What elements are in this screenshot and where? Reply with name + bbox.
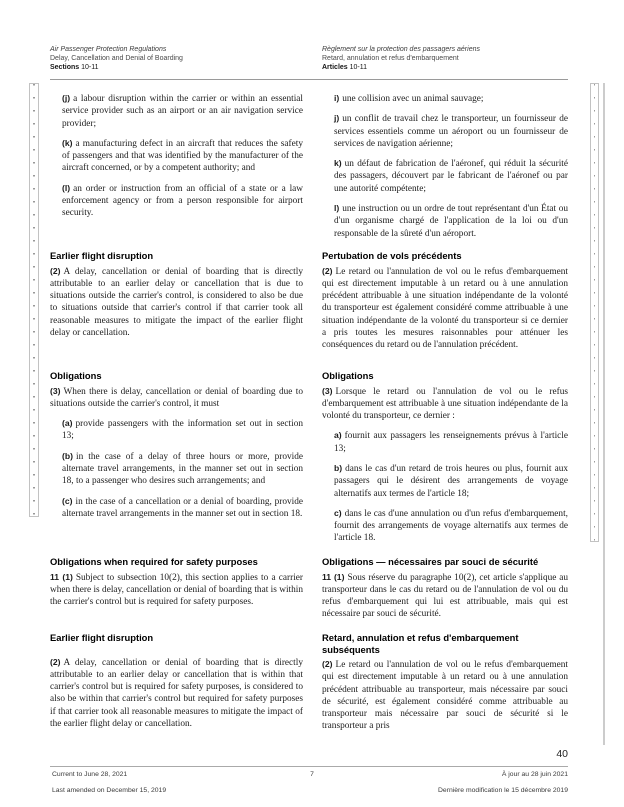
- list-item: [62, 92, 303, 130]
- column-french: [322, 370, 568, 552]
- paragraph-marker: 11 (1): [50, 571, 73, 582]
- item-marker: k): [334, 158, 342, 169]
- header-en-sections-range: 10-11: [81, 64, 99, 71]
- paragraph-text: Le retard ou l'annulation de vol ou le refus d'embarquement qui est directement imputable à un retard ou à une annulation précédent attribuable à une situation indépendante de la volonté du transporteur est également considéré comme attribuable à une situation indépendante de la volonté du transporteur si ce dernier a pris toutes les mesures raisonnables pour atténuer les conséquences du retard ou de l'annulation précédent.: [322, 266, 568, 351]
- section-heading: Retard, annulation et refus d'embarquement subséquents: [322, 632, 519, 655]
- column-french: [322, 250, 568, 359]
- regulation-paragraph: [322, 658, 568, 733]
- item-marker: c): [334, 507, 342, 518]
- footer-current-date-fr: À jour au 28 juin 2021: [501, 771, 568, 778]
- list-item: [334, 202, 568, 240]
- left-change-bracket: [29, 83, 39, 517]
- item-text: une instruction ou un ordre de tout représentant d'un État ou d'un organisme chargé de l'application de la loi ou d'un responsable de la sûreté d'un aéroport.: [334, 204, 568, 239]
- header-fr-sections: [322, 63, 568, 72]
- header-fr-subtitle: Retard, annulation et refus d'embarquement: [322, 55, 459, 62]
- item-marker: (b): [62, 450, 73, 461]
- list-item: [334, 507, 568, 545]
- list-item: [334, 112, 568, 150]
- regulation-paragraph: [50, 385, 303, 411]
- item-text: une collision avec un animal sauvage;: [342, 94, 484, 104]
- list-item: [334, 92, 568, 105]
- item-marker: (j): [62, 93, 71, 103]
- item-marker: i): [334, 93, 340, 103]
- footer-amended-date-en: Last amended on December 15, 2019: [52, 787, 167, 794]
- item-marker: b): [334, 462, 343, 473]
- item-text: a labour disruption within the carrier or within an essential service provider such as an airport or an air navigation service provider;: [62, 94, 303, 129]
- item-text: in the case of a cancellation or a denial of boarding, provide alternate travel arrangements in the manner set out in section 18.: [62, 496, 303, 519]
- section-heading: Obligations when required for safety purposes: [50, 556, 258, 567]
- paragraph-marker: (2): [322, 265, 333, 276]
- header-en-sections: [50, 63, 303, 72]
- item-marker: l): [334, 203, 340, 214]
- header-en-sections-label: Sections: [50, 64, 80, 71]
- item-text: a manufacturing defect in an aircraft that reduces the safety of passengers and that was identified by the manufacturer of the aircraft concerned, or by a competent authority; and: [62, 138, 303, 174]
- item-marker: (k): [62, 137, 73, 148]
- item-text: dans le cas d'une annulation ou d'un refus d'embarquement, fournit des arrangements de voyage alternatifs aux termes de l'article 18.: [334, 508, 568, 544]
- column-french: [322, 556, 568, 628]
- section-heading: Pertubation de vols précédents: [322, 250, 462, 261]
- regulation-paragraph: [322, 571, 568, 621]
- section-heading: Obligations: [50, 370, 102, 381]
- column-french: [322, 632, 568, 740]
- footer-rule: [50, 766, 568, 767]
- paragraph-marker: 11 (1): [322, 571, 345, 582]
- paragraph-text: When there is delay, cancellation or denial of boarding due to situations outside the carrier's control, it must: [50, 386, 303, 409]
- right-change-bracket-dots: [594, 84, 596, 541]
- footer-amended-date-fr: Dernière modification le 15 décembre 2019: [438, 787, 568, 794]
- item-text: dans le cas d'un retard de trois heures ou plus, fournit aux passagers qui le désirent des arrangements de voyage alternatifs aux termes de l'article 18;: [334, 463, 568, 499]
- column-english: [50, 370, 303, 527]
- paragraph-marker: (2): [322, 659, 333, 669]
- right-change-bracket: [590, 83, 599, 542]
- paragraph-text: A delay, cancellation or denial of boarding that is directly attributable to an earlier delay or cancellation that is due to situations outside the carrier's control, is considered to also be due to situations outside that carrier's control if that carrier took all reasonable measures to mitigate the impact of the earlier flight delay or cancellation.: [50, 266, 303, 338]
- footer-current-date-en: Current to June 28, 2021: [52, 771, 128, 778]
- item-text: an order or instruction from an official of a state or a law enforcement agency or from a person responsible for airport security.: [62, 183, 303, 219]
- list-item: [334, 157, 568, 195]
- list-item: [62, 450, 303, 488]
- paragraph-marker: (3): [322, 385, 333, 396]
- section-heading: Obligations: [322, 370, 374, 381]
- item-text: un défaut de fabrication de l'aéronef, qui réduit la sécurité des passagers, découvert par le fabricant de l'aéronef ou par une autorité compétente;: [334, 159, 568, 194]
- item-marker: a): [334, 430, 342, 441]
- header-en-subtitle: Delay, Cancellation and Denial of Boarding: [50, 55, 183, 62]
- section-heading: Earlier flight disruption: [50, 632, 154, 643]
- regulation-paragraph: [50, 571, 303, 609]
- column-english: [50, 92, 303, 227]
- header-fr-sections-label: Articles: [322, 64, 348, 71]
- paragraph-text: Subject to subsection 10(2), this section applies to a carrier when there is delay, cancellation or denial of boarding that is within the carrier's control but is required for safety purposes.: [50, 572, 304, 608]
- header-english: [50, 45, 303, 72]
- item-text: fournit aux passagers les renseignements prévus à l'article 13;: [334, 431, 568, 454]
- right-margin-line: [603, 83, 605, 745]
- item-marker: (a): [62, 418, 73, 429]
- column-english: [50, 250, 303, 346]
- regulation-paragraph: [50, 265, 303, 340]
- left-change-bracket-dots: [33, 84, 35, 516]
- item-text: provide passengers with the information set out in section 13;: [62, 419, 303, 442]
- column-french: [322, 92, 568, 247]
- list-item: [62, 137, 303, 175]
- column-english: [50, 632, 303, 737]
- item-marker: (c): [62, 495, 73, 506]
- header-french: [322, 45, 568, 72]
- item-marker: j): [334, 113, 340, 124]
- list-item: [334, 429, 568, 455]
- column-english: [50, 556, 303, 615]
- regulation-paragraph: [322, 265, 568, 352]
- header-rule: [50, 79, 568, 80]
- footer-page-number: 7: [310, 771, 314, 778]
- paragraph-text: A delay, cancellation or denial of boarding that is directly attributable to an earlier delay or cancellation that is within that carrier's control but is required for safety purposes, is considered to also be within that carrier's control but required for safety purposes if that carrier took all reasonable measures to mitigate the impact of the earlier flight delay or cancellation.: [50, 657, 303, 729]
- paragraph-text: Lorsque le retard ou l'annulation de vol ou le refus d'embarquement est attribuable à une situation indépendante de la volonté du transporteur, ce dernier :: [322, 386, 568, 422]
- sheet-number: 40: [556, 748, 568, 760]
- header-fr-title: Règlement sur la protection des passagers aériens: [322, 46, 480, 53]
- header-en-title: Air Passenger Protection Regulations: [50, 46, 167, 53]
- item-text: in the case of a delay of three hours or more, provide alternate travel arrangements, in the manner set out in section 18, to a passenger who desires such arrangements; and: [62, 451, 303, 487]
- paragraph-text: Le retard ou l'annulation de vol ou le refus d'embarquement qui est directement imputable à un retard ou à une annulation précédent attribuable au transporteur, mais nécessaire par souci de sécurité, est également considéré comme attribuable au transporteur mais nécessaire par souci de sécurité si le transporteur a pris: [322, 660, 568, 732]
- list-item: [62, 417, 303, 443]
- list-item: [334, 462, 568, 500]
- paragraph-marker: (2): [50, 656, 61, 667]
- section-heading: Obligations — nécessaires par souci de sécurité: [322, 556, 539, 567]
- header-fr-sections-range: 10-11: [349, 64, 368, 71]
- paragraph-marker: (2): [50, 265, 61, 276]
- regulation-paragraph: [50, 656, 303, 731]
- paragraph-text: Sous réserve du paragraphe 10(2), cet article s'applique au transporteur dans le cas du retard ou de l'annulation de vol ou du refus d'embarquement qui lui est attribuable, mais qui est nécessaire par souci de sécurité.: [322, 572, 568, 620]
- item-marker: (l): [62, 182, 71, 193]
- paragraph-marker: (3): [50, 385, 61, 396]
- regulation-paragraph: [322, 385, 568, 423]
- section-heading: Earlier flight disruption: [50, 250, 154, 261]
- item-text: un conflit de travail chez le transporteur, un fournisseur de services essentiels comme un aéroport ou un fournisseur de services de navigation aérienne;: [334, 114, 568, 149]
- list-item: [62, 182, 303, 220]
- list-item: [62, 495, 303, 521]
